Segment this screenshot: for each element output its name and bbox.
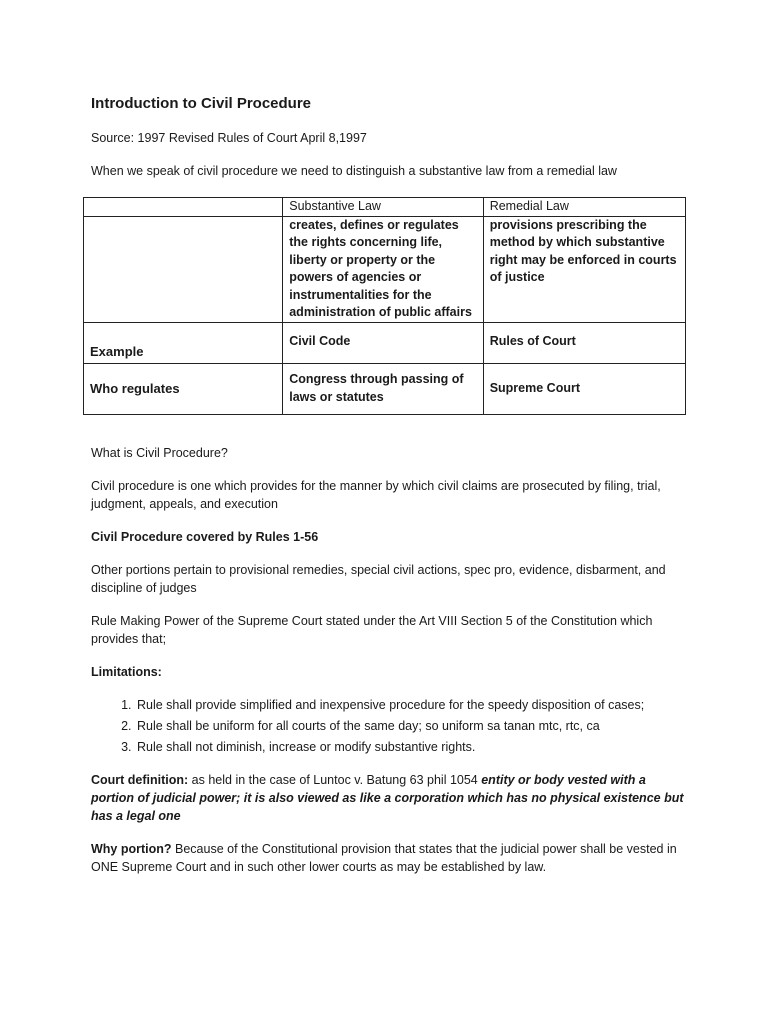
court-definition-case: as held in the case of Luntoc v. Batung 63 phil 1054 — [188, 773, 482, 787]
remedial-regulator-cell: Supreme Court — [483, 363, 685, 414]
document-page — [90, 95, 691, 874]
substantive-definition-cell: creates, defines or regulates the rights concerning life, liberty or property or the powers of agencies or instrumentalities for the administration of public affairs — [283, 216, 483, 322]
regulates-label-cell: Who regulates — [84, 363, 283, 414]
civil-procedure-definition: Civil procedure is one which provides for the manner by which civil claims are prosecuted by filing, trial, judgment, appeals, and execution — [91, 479, 661, 511]
why-portion-paragraph — [91, 840, 691, 876]
header-cell-substantive: Substantive Law — [283, 198, 483, 217]
why-portion-text: Because of the Constitutional provision that states that the judicial power shall be vested in ONE Supreme Court and in such other lower courts as may be established by law. — [91, 842, 677, 874]
court-definition-label: Court definition: — [91, 773, 189, 787]
header-cell-remedial: Remedial Law — [483, 198, 685, 217]
court-definition-italic: entity or body vested with a portion of judicial power; it is also viewed as like a corporation which has no physical existence but has a legal one — [91, 773, 684, 823]
table-row-example — [84, 322, 686, 363]
table-header-row — [84, 198, 686, 217]
court-definition-paragraph — [91, 771, 691, 825]
rule-making-paragraph: Rule Making Power of the Supreme Court stated under the Art VIII Section 5 of the Constitution which provides that; — [91, 614, 653, 646]
comparison-table — [83, 197, 686, 415]
limitations-heading: Limitations: — [91, 665, 162, 679]
example-label-cell: Example — [84, 322, 283, 363]
list-item: 3. Rule shall not diminish, increase or modify substantive rights. — [135, 738, 691, 756]
substantive-example-cell: Civil Code — [283, 322, 483, 363]
list-item: 1. Rule shall provide simplified and inexpensive procedure for the speedy disposition of cases; — [135, 696, 691, 714]
limitations-list — [91, 696, 691, 756]
covered-rules-line: Civil Procedure covered by Rules 1-56 — [91, 530, 319, 544]
remedial-example-cell: Rules of Court — [483, 322, 685, 363]
question-what-is-civil-procedure: What is Civil Procedure? — [91, 446, 228, 460]
source-line: Source: 1997 Revised Rules of Court April 8,1997 — [91, 131, 367, 145]
body-section — [91, 444, 691, 891]
substantive-regulator-cell: Congress through passing of laws or statutes — [283, 363, 483, 414]
intro-paragraph: When we speak of civil procedure we need to distinguish a substantive law from a remedial law — [91, 164, 617, 178]
table-row-who-regulates — [84, 363, 686, 414]
table-row-definition — [84, 216, 686, 322]
remedial-definition-cell: provisions prescribing the method by which substantive right may be enforced in courts of justice — [483, 216, 685, 322]
document-title: Introduction to Civil Procedure — [91, 95, 312, 112]
other-portions-paragraph: Other portions pertain to provisional remedies, special civil actions, spec pro, evidence, disbarment, and discipline of judges — [91, 563, 666, 595]
why-portion-label: Why portion? — [91, 842, 172, 856]
header-cell-empty — [84, 198, 283, 217]
definition-label-cell — [84, 216, 283, 322]
list-item: 2. Rule shall be uniform for all courts of the same day; so uniform sa tanan mtc, rtc, ca — [135, 717, 691, 735]
